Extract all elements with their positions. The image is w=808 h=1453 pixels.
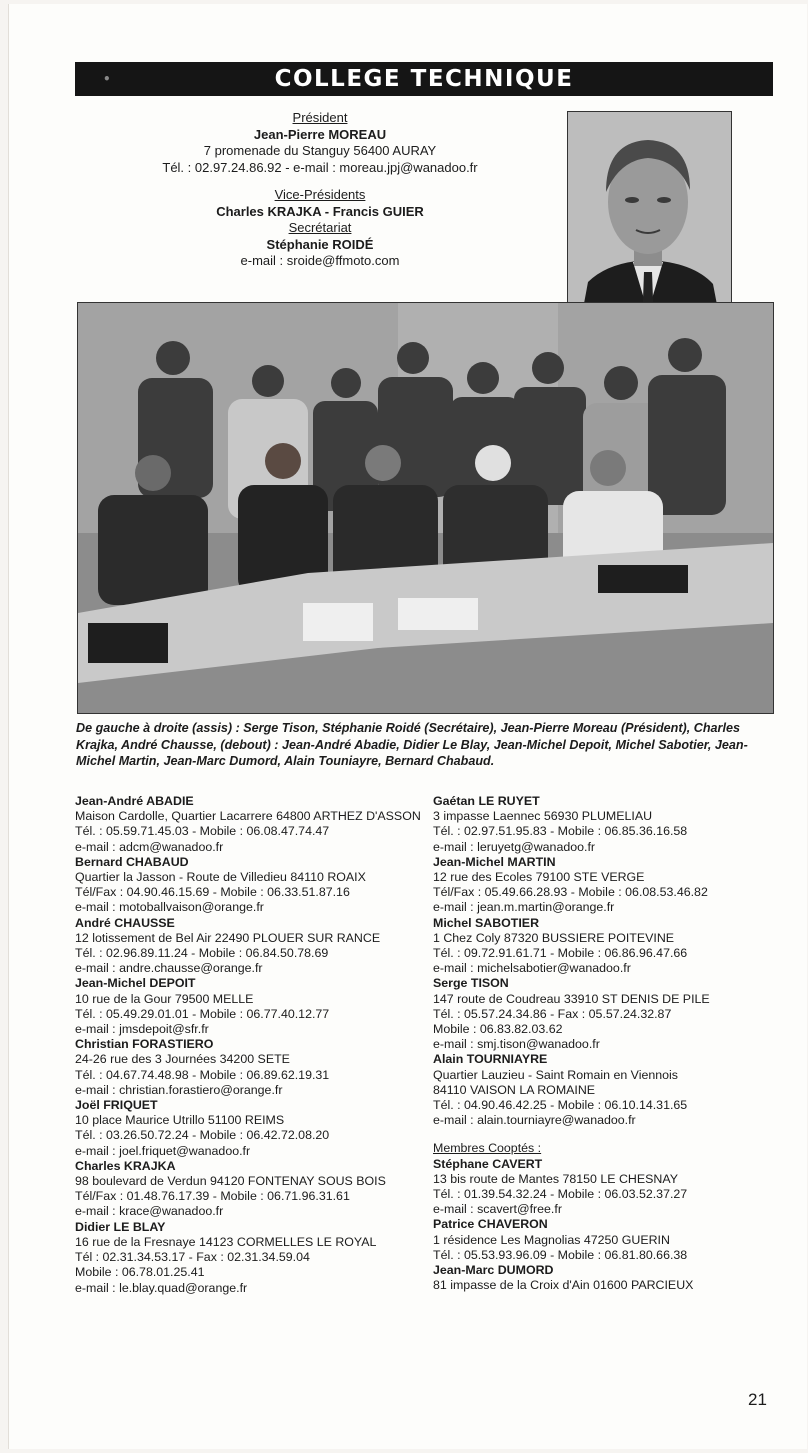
secretary-email: e-mail : sroide@ffmoto.com bbox=[240, 253, 400, 268]
member-detail-line: e-mail : krace@wanadoo.fr bbox=[75, 1204, 224, 1219]
member-detail-line: e-mail : leruyetg@wanadoo.fr bbox=[433, 839, 596, 854]
member-detail-line: 12 rue des Ecoles 79100 STE VERGE bbox=[433, 870, 645, 885]
member-entry bbox=[433, 794, 778, 855]
member-name: Jean-Michel DEPOIT bbox=[75, 976, 196, 991]
president-address: 7 promenade du Stanguy 56400 AURAY bbox=[203, 143, 437, 158]
member-detail-line: Tél. : 05.53.93.96.09 - Mobile : 06.81.80.66.38 bbox=[433, 1247, 688, 1262]
president-role: Président bbox=[292, 110, 348, 125]
member-entry bbox=[433, 1052, 778, 1128]
member-entry bbox=[433, 1157, 778, 1218]
member-name: Jean-André ABADIE bbox=[75, 794, 194, 808]
member-detail-line: Tél. : 04.90.46.42.25 - Mobile : 06.10.14.31.65 bbox=[433, 1098, 688, 1113]
member-entry bbox=[75, 916, 420, 977]
member-entry bbox=[433, 976, 778, 1052]
section-title: COLLEGE TECHNIQUE bbox=[274, 66, 574, 92]
member-detail-line: Quartier Lauzieu - Saint Romain en Viennois bbox=[433, 1067, 678, 1082]
member-name: Patrice CHAVERON bbox=[433, 1217, 548, 1232]
member-entry bbox=[75, 1037, 420, 1098]
member-detail-line: e-mail : michelsabotier@wanadoo.fr bbox=[433, 961, 631, 976]
member-detail-line: e-mail : le.blay.quad@orange.fr bbox=[75, 1280, 248, 1295]
member-detail-line: e-mail : adcm@wanadoo.fr bbox=[75, 839, 224, 854]
member-detail-line: 81 impasse de la Croix d'Ain 01600 PARCIEUX bbox=[433, 1278, 694, 1293]
coopted-members-heading: Membres Cooptés : bbox=[433, 1141, 542, 1156]
secretary-name: Stéphanie ROIDÉ bbox=[266, 236, 374, 252]
member-detail-line: Tél. : 05.49.29.01.01 - Mobile : 06.77.40.12.77 bbox=[75, 1006, 330, 1021]
president-name: Jean-Pierre MOREAU bbox=[253, 126, 387, 142]
member-name: Christian FORASTIERO bbox=[75, 1037, 214, 1052]
member-entry bbox=[75, 794, 420, 855]
member-detail-line: Tél. : 04.67.74.48.98 - Mobile : 06.89.62.19.31 bbox=[75, 1067, 330, 1082]
member-name: Gaétan LE RUYET bbox=[433, 794, 540, 808]
member-detail-line: 1 résidence Les Magnolias 47250 GUERIN bbox=[433, 1232, 670, 1247]
member-entry bbox=[433, 1263, 778, 1293]
member-detail-line: Tél. : 02.96.89.11.24 - Mobile : 06.84.50.78.69 bbox=[75, 946, 329, 961]
photo-caption: De gauche à droite (assis) : Serge Tison, Stéphanie Roidé (Secrétaire), Jean-Pierre Moreau (Président), Charles Krajka, André Chausse, (debout) : Jean-André Abadie, Didier Le Blay, Jean-Michel Depoit, Michel Sabotier, Jean-Michel Martin, Jean-Marc Dumord, Alain Touniayre, Bernard Chabaud. bbox=[76, 721, 748, 768]
member-detail-line: Tél. : 02.97.51.95.83 - Mobile : 06.85.36.16.58 bbox=[433, 824, 688, 839]
member-detail-line: 3 impasse Laennec 56930 PLUMELIAU bbox=[433, 809, 653, 824]
member-name: Charles KRAJKA bbox=[75, 1158, 176, 1173]
member-name: Jean-Marc DUMORD bbox=[433, 1263, 554, 1278]
member-detail-line: e-mail : christian.forastiero@orange.fr bbox=[75, 1082, 283, 1097]
section-banner bbox=[75, 62, 773, 96]
member-detail-line: 84110 VAISON LA ROMAINE bbox=[433, 1082, 596, 1097]
member-detail-line: Tél : 02.31.34.53.17 - Fax : 02.31.34.59.04 bbox=[75, 1250, 310, 1265]
banner-dot: • bbox=[103, 72, 113, 86]
member-detail-line: e-mail : joel.friquet@wanadoo.fr bbox=[75, 1143, 251, 1158]
member-detail-line: Tél. : 01.39.54.32.24 - Mobile : 06.03.52.37.27 bbox=[433, 1187, 688, 1202]
member-detail-line: Quartier la Jasson - Route de Villedieu 84110 ROAIX bbox=[75, 870, 366, 885]
member-name: Serge TISON bbox=[433, 976, 509, 991]
member-detail-line: 13 bis route de Mantes 78150 LE CHESNAY bbox=[433, 1171, 678, 1186]
member-detail-line: 10 place Maurice Utrillo 51100 REIMS bbox=[75, 1113, 285, 1128]
member-name: Alain TOURNIAYRE bbox=[433, 1052, 548, 1067]
member-name: Michel SABOTIER bbox=[433, 915, 540, 930]
group-photo bbox=[77, 302, 774, 714]
member-detail-line: Tél. : 09.72.91.61.71 - Mobile : 06.86.96.47.66 bbox=[433, 946, 688, 961]
member-entry bbox=[75, 1220, 420, 1296]
member-entry bbox=[75, 1159, 420, 1220]
member-entry bbox=[433, 916, 778, 977]
member-name: Didier LE BLAY bbox=[75, 1219, 166, 1234]
member-detail-line: 10 rue de la Gour 79500 MELLE bbox=[75, 991, 254, 1006]
member-name: André CHAUSSE bbox=[75, 915, 175, 930]
member-detail-line: Tél. : 05.59.71.45.03 - Mobile : 06.08.47.74.47 bbox=[75, 824, 330, 839]
member-name: Joël FRIQUET bbox=[75, 1098, 158, 1113]
officers-block bbox=[80, 110, 560, 270]
member-name: Bernard CHABAUD bbox=[75, 854, 189, 869]
member-detail-line: 16 rue de la Fresnaye 14123 CORMELLES LE ROYAL bbox=[75, 1234, 377, 1249]
member-detail-line: e-mail : andre.chausse@orange.fr bbox=[75, 961, 263, 976]
vice-presidents-role: Vice-Présidents bbox=[274, 187, 366, 202]
member-detail-line: e-mail : motoballvaison@orange.fr bbox=[75, 900, 264, 915]
member-name: Jean-Michel MARTIN bbox=[433, 854, 556, 869]
page-number: 21 bbox=[748, 1390, 767, 1409]
member-list-right bbox=[433, 794, 778, 1294]
member-entry bbox=[75, 855, 420, 916]
president-contact: Tél. : 02.97.24.86.92 - e-mail : moreau.jpj@wanadoo.fr bbox=[162, 159, 478, 175]
member-detail-line: 98 boulevard de Verdun 94120 FONTENAY SOUS BOIS bbox=[75, 1174, 386, 1189]
member-detail-line: e-mail : jmsdepoit@sfr.fr bbox=[75, 1022, 209, 1037]
member-detail-line: 1 Chez Coly 87320 BUSSIERE POITEVINE bbox=[433, 930, 675, 945]
member-detail-line: e-mail : scavert@free.fr bbox=[433, 1202, 562, 1217]
member-list-left bbox=[75, 794, 420, 1296]
member-name: Stéphane CAVERT bbox=[433, 1156, 543, 1171]
vice-presidents-names: Charles KRAJKA - Francis GUIER bbox=[216, 203, 424, 219]
member-detail-line: Mobile : 06.83.82.03.62 bbox=[433, 1022, 563, 1037]
member-detail-line: e-mail : alain.tourniayre@wanadoo.fr bbox=[433, 1113, 636, 1128]
member-detail-line: Tél/Fax : 04.90.46.15.69 - Mobile : 06.33.51.87.16 bbox=[75, 885, 350, 900]
secretariat-role: Secrétariat bbox=[288, 220, 352, 235]
member-detail-line: Tél. : 03.26.50.72.24 - Mobile : 06.42.72.08.20 bbox=[75, 1128, 330, 1143]
member-entry bbox=[433, 855, 778, 916]
member-detail-line: 24-26 rue des 3 Journées 34200 SETE bbox=[75, 1052, 290, 1067]
member-detail-line: Tél/Fax : 01.48.76.17.39 - Mobile : 06.71.96.31.61 bbox=[75, 1189, 350, 1204]
member-detail-line: Tél/Fax : 05.49.66.28.93 - Mobile : 06.08.53.46.82 bbox=[433, 885, 708, 900]
member-entry bbox=[433, 1217, 778, 1263]
member-entry bbox=[75, 976, 420, 1037]
member-detail-line: Maison Cardolle, Quartier Lacarrere 64800 ARTHEZ D'ASSON bbox=[75, 809, 421, 824]
member-detail-line: 12 lotissement de Bel Air 22490 PLOUER SUR RANCE bbox=[75, 930, 381, 945]
member-detail-line: Mobile : 06.78.01.25.41 bbox=[75, 1265, 205, 1280]
member-detail-line: e-mail : jean.m.martin@orange.fr bbox=[433, 900, 615, 915]
member-entry bbox=[75, 1098, 420, 1159]
member-detail-line: e-mail : smj.tison@wanadoo.fr bbox=[433, 1037, 600, 1052]
member-detail-line: 147 route de Coudreau 33910 ST DENIS DE PILE bbox=[433, 991, 710, 1006]
member-detail-line: Tél. : 05.57.24.34.86 - Fax : 05.57.24.32.87 bbox=[433, 1006, 672, 1021]
